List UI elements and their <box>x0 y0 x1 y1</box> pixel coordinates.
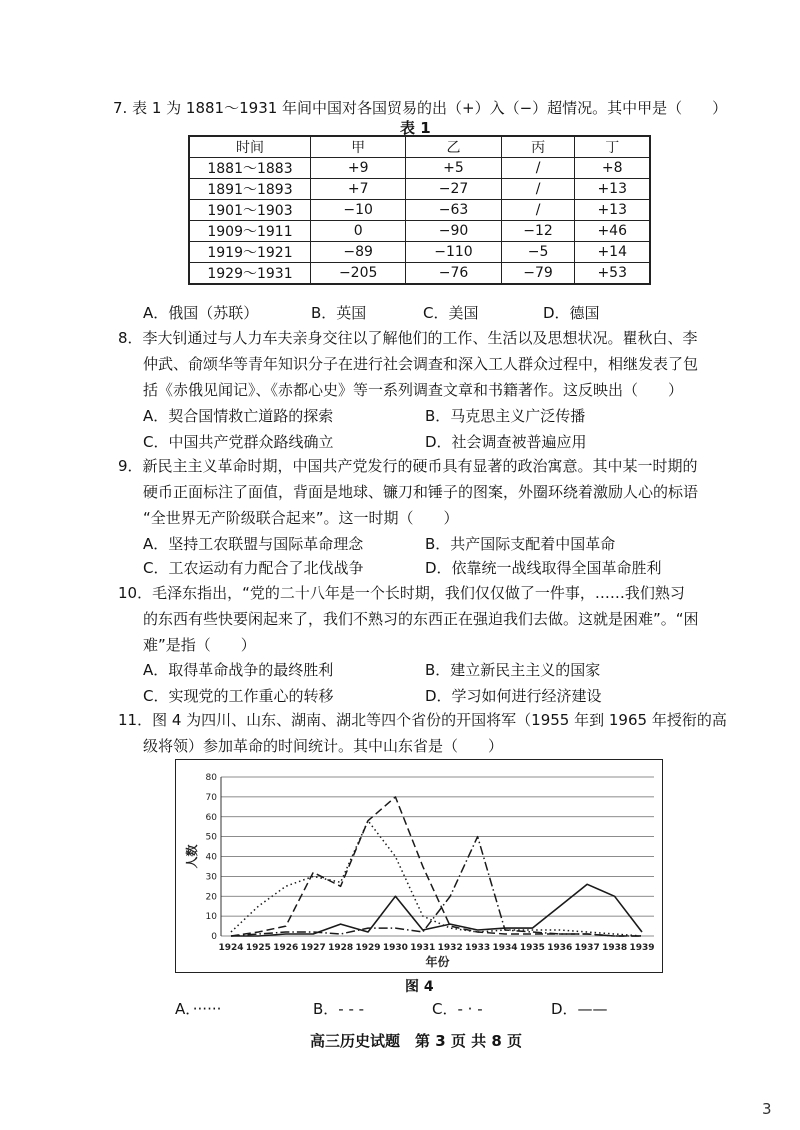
table-cell: −90 <box>406 221 501 242</box>
table-cell: 0 <box>311 221 406 242</box>
page-footer: 高三历史试题 第 3 页 共 8 页 <box>310 1032 522 1050</box>
q8-option-c: C．中国共产党群众路线确立 <box>143 433 334 451</box>
table-cell: −12 <box>501 221 575 242</box>
table-cell: −27 <box>406 179 501 200</box>
table-cell: 1929～1931 <box>189 263 311 285</box>
x-tick-label: 1931 <box>410 943 436 953</box>
q9-option-b: B．共产国际支配着中国革命 <box>425 535 616 553</box>
table-cell: +9 <box>311 158 406 179</box>
figure-4-frame <box>175 759 663 973</box>
q10-option-d: D．学习如何进行经济建设 <box>425 687 602 705</box>
q8-stem-line-2: 仲武、俞颂华等青年知识分子在进行社会调查和深入工人群众过程中，相继发表了包 <box>143 355 699 373</box>
x-tick-label: 1925 <box>245 943 271 953</box>
x-tick-label: 1927 <box>300 943 326 953</box>
y-tick-label: 30 <box>205 872 217 883</box>
table-header-cell: 乙 <box>406 136 501 158</box>
x-tick-label: 1932 <box>437 943 463 953</box>
table-cell: +7 <box>311 179 406 200</box>
table-cell: 1881～1883 <box>189 158 311 179</box>
figure-4-chart <box>176 760 662 972</box>
table-header-cell: 丁 <box>575 136 650 158</box>
table-cell: 1901～1903 <box>189 200 311 221</box>
table-cell: / <box>501 200 575 221</box>
q11-option-b: B．- - - <box>313 1000 365 1018</box>
q8-option-d: D．社会调查被普遍应用 <box>425 433 587 451</box>
figure-caption: 图 4 <box>405 979 434 995</box>
table-cell: 1891～1893 <box>189 179 311 200</box>
table-cell: +46 <box>575 221 650 242</box>
table-cell: +13 <box>575 200 650 221</box>
table-row <box>189 179 650 200</box>
x-tick-label: 1938 <box>602 943 628 953</box>
x-tick-label: 1939 <box>629 943 655 953</box>
x-tick-label: 1926 <box>273 943 299 953</box>
q10-option-a: A．取得革命战争的最终胜利 <box>143 661 334 679</box>
q8-option-b: B．马克思主义广泛传播 <box>425 407 586 425</box>
q7-option-c: C．美国 <box>423 304 479 322</box>
table-cell: +53 <box>575 263 650 285</box>
q10-option-b: B．建立新民主主义的国家 <box>425 661 601 679</box>
series-line-dotted <box>231 821 642 936</box>
q11-option-a: A．······ <box>175 1000 222 1018</box>
table-row <box>189 242 650 263</box>
q11-option-d: D．—— <box>551 1000 608 1018</box>
table-cell: −205 <box>311 263 406 285</box>
q10-stem-line-1: 10．毛泽东指出，“党的二十八年是一个长时期，我们仅仅做了一件事，……我们熟习 <box>118 584 685 602</box>
y-tick-label: 40 <box>205 852 217 863</box>
q10-stem-line-3: 难”是指（ ） <box>143 636 256 654</box>
q8-stem-line-1: 8．李大钊通过与人力车夫亲身交往以了解他们的工作、生活以及思想状况。瞿秋白、李 <box>118 329 698 347</box>
y-tick-label: 50 <box>205 832 217 843</box>
y-axis-label: 人数 <box>185 844 199 869</box>
table-cell: −63 <box>406 200 501 221</box>
q9-stem-line-3: “全世界无产阶级联合起来”。这一时期（ ） <box>143 509 459 527</box>
q10-option-c: C．实现党的工作重心的转移 <box>143 687 334 705</box>
x-tick-label: 1935 <box>519 943 545 953</box>
table-cell: −110 <box>406 242 501 263</box>
q7-option-d: D．德国 <box>543 304 600 322</box>
table-cell: −76 <box>406 263 501 285</box>
table-caption: 表 1 <box>400 119 431 137</box>
table-cell: +13 <box>575 179 650 200</box>
x-tick-label: 1933 <box>465 943 491 953</box>
y-tick-label: 60 <box>205 812 217 823</box>
table-cell: −79 <box>501 263 575 285</box>
q8-option-a: A．契合国情救亡道路的探索 <box>143 407 334 425</box>
table-row <box>189 221 650 242</box>
x-tick-label: 1936 <box>547 943 573 953</box>
table-cell: 1919～1921 <box>189 242 311 263</box>
series-line-dash-dot <box>231 837 642 936</box>
trade-table <box>188 135 651 285</box>
table-cell: / <box>501 158 575 179</box>
x-tick-label: 1937 <box>574 943 600 953</box>
x-tick-label: 1928 <box>328 943 354 953</box>
table-row <box>189 263 650 285</box>
series-line-solid <box>231 884 642 936</box>
x-tick-label: 1929 <box>355 943 381 953</box>
table-header-row <box>189 136 650 158</box>
table-row <box>189 158 650 179</box>
table-cell: −10 <box>311 200 406 221</box>
table-row <box>189 200 650 221</box>
q11-stem-line-1: 11．图 4 为四川、山东、湖南、湖北等四个省份的开国将军（1955 年到 1965 年授衔的高 <box>118 711 727 729</box>
q9-option-d: D．依靠统一战线取得全国革命胜利 <box>425 559 662 577</box>
table-header-cell: 甲 <box>311 136 406 158</box>
x-tick-label: 1934 <box>492 943 518 953</box>
q9-option-a: A．坚持工农联盟与国际革命理念 <box>143 535 364 553</box>
q9-stem-line-1: 9．新民主主义革命时期，中国共产党发行的硬币具有显著的政治寓意。其中某一时期的 <box>118 457 698 475</box>
y-tick-label: 70 <box>205 792 217 803</box>
y-tick-label: 80 <box>205 773 217 783</box>
x-axis-label: 年份 <box>425 955 450 969</box>
q11-stem-line-2: 级将领）参加革命的时间统计。其中山东省是（ ） <box>143 737 504 755</box>
table-cell: / <box>501 179 575 200</box>
q11-option-c: C．- · - <box>432 1000 483 1018</box>
page-number: 3 <box>762 1100 772 1118</box>
table-header-cell: 丙 <box>501 136 575 158</box>
table-cell: +5 <box>406 158 501 179</box>
y-tick-label: 20 <box>205 892 217 903</box>
y-tick-label: 0 <box>211 932 217 942</box>
table-cell: 1909～1911 <box>189 221 311 242</box>
table-cell: +8 <box>575 158 650 179</box>
q7-stem: 7. 表 1 为 1881～1931 年间中国对各国贸易的出（+）入（−）超情况。其中甲是（ ） <box>113 99 728 117</box>
q8-stem-line-3: 括《赤俄见闻记》、《赤都心史》等一系列调查文章和书籍著作。这反映出（ ） <box>143 381 684 399</box>
q9-stem-line-2: 硬币正面标注了面值，背面是地球、镰刀和锤子的图案，外圈环绕着激励人心的标语 <box>143 483 699 501</box>
table-cell: −89 <box>311 242 406 263</box>
q7-option-a: A．俄国（苏联） <box>143 304 259 322</box>
q7-option-b: B．英国 <box>311 304 367 322</box>
q9-option-c: C．工农运动有力配合了北伐战争 <box>143 559 364 577</box>
x-tick-label: 1924 <box>218 943 244 953</box>
x-tick-label: 1930 <box>382 943 408 953</box>
table-header-cell: 时间 <box>189 136 311 158</box>
q10-stem-line-2: 的东西有些快要闲起来了，我们不熟习的东西正在强迫我们去做。这就是困难”。“困 <box>143 610 699 628</box>
table-cell: −5 <box>501 242 575 263</box>
y-tick-label: 10 <box>205 912 217 923</box>
table-cell: +14 <box>575 242 650 263</box>
